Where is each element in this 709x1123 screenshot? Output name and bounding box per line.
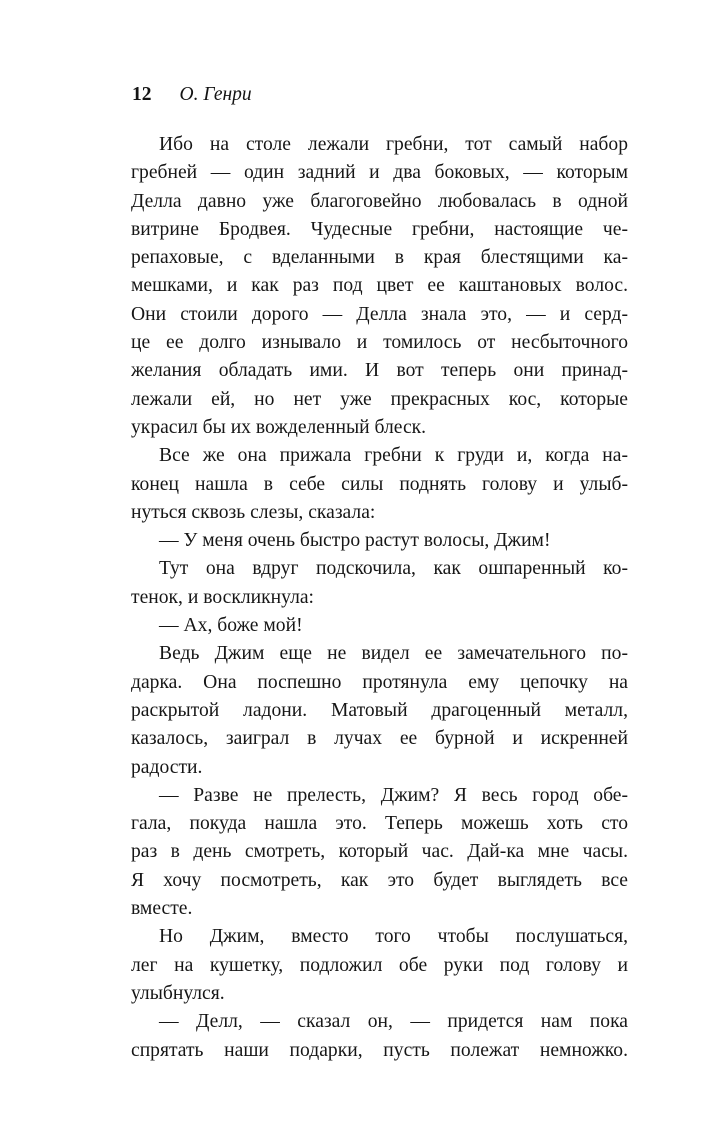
text-line: Все же она прижала гребни к груди и, когда на-	[159, 445, 628, 467]
text-line: конец нашла в себе силы поднять голову и улыб-	[131, 473, 628, 495]
text-line: казалось, заиграл в лучах ее бурной и искренней	[131, 728, 628, 750]
text-line: раз в день смотреть, который час. Дай-ка мне часы.	[131, 841, 628, 863]
text-line: це ее долго изнывало и томилось от несбыточного	[131, 332, 628, 354]
text-line: Они стоили дорого — Делла знала это, — и серд-	[131, 303, 628, 325]
text-line: украсил бы их вожделенный блеск.	[131, 416, 427, 438]
text-line: лег на кушетку, подложил обе руки под голову и	[131, 954, 628, 976]
text-line: дарка. Она поспешно протянула ему цепочку на	[131, 671, 628, 693]
text-line: улыбнулся.	[131, 982, 225, 1004]
text-line: радости.	[131, 756, 203, 778]
text-line: Ведь Джим еще не видел ее замечательного по-	[159, 643, 628, 665]
body-text	[131, 131, 628, 1065]
text-line: гала, покуда нашла это. Теперь можешь хоть сто	[131, 813, 628, 835]
running-header	[132, 84, 252, 106]
text-line: мешками, и как раз под цвет ее каштановых волос.	[131, 275, 628, 297]
page-number: 12	[132, 84, 152, 105]
text-line: нуться сквозь слезы, сказала:	[131, 501, 376, 523]
text-line: — Делл, — сказал он, — придется нам пока	[159, 1011, 628, 1033]
text-line: гребней — один задний и два боковых, — которым	[131, 162, 628, 184]
text-line: — У меня очень быстро растут волосы, Джим!	[159, 530, 551, 552]
text-line: лежали ей, но нет уже прекрасных кос, которые	[131, 388, 628, 410]
text-line: Но Джим, вместо того чтобы послушаться,	[159, 926, 628, 948]
text-line: витрине Бродвея. Чудесные гребни, настоящие че-	[131, 218, 628, 240]
text-line: вместе.	[131, 898, 193, 920]
text-line: Тут она вдруг подскочила, как ошпаренный ко-	[159, 558, 628, 580]
text-line: спрятать наши подарки, пусть полежат немножко.	[131, 1039, 628, 1061]
text-line: Ибо на столе лежали гребни, тот самый набор	[159, 134, 628, 155]
text-line: Делла давно уже благоговейно любовалась в одной	[131, 190, 628, 212]
text-line: Я хочу посмотреть, как это будет выглядеть все	[131, 869, 628, 891]
text-line: — Ах, боже мой!	[159, 615, 303, 637]
text-line: желания обладать ими. И вот теперь они принад-	[131, 360, 628, 382]
text-line: раскрытой ладони. Матовый драгоценный металл,	[131, 699, 628, 721]
text-line: — Разве не прелесть, Джим? Я весь город обе-	[159, 784, 628, 806]
author-name: О. Генри	[179, 84, 252, 105]
text-line: тенок, и воскликнула:	[131, 586, 314, 608]
text-line: репаховые, с вделанными в края блестящими ка-	[131, 247, 628, 269]
